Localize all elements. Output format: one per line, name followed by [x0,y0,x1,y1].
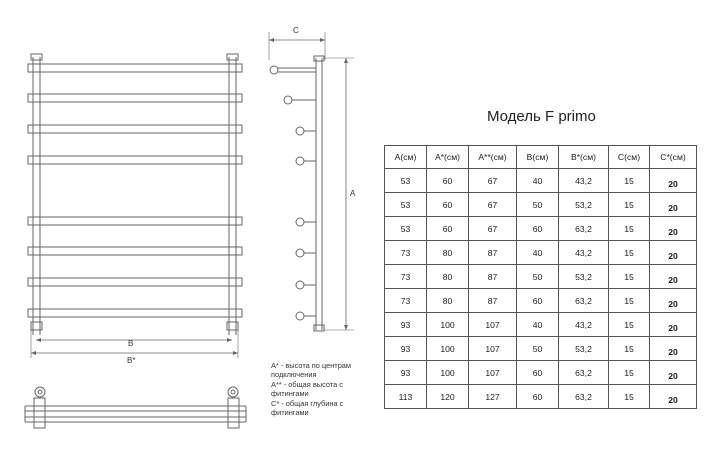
dimension-c-label: C [293,26,299,35]
table-cell [650,193,697,217]
table-cell: 80 [427,265,469,289]
table-cell: 53,2 [559,337,609,361]
table-cell: 60 [517,361,559,385]
table-cell: 53,2 [559,265,609,289]
table-cell: 127 [469,385,517,409]
table-cell: 15 [609,193,650,217]
dimension-a-label: A [350,189,356,198]
table-cell: 60 [427,169,469,193]
table-cell: 93 [385,361,427,385]
note-line: фитингами [271,408,309,418]
table-cell: 67 [469,217,517,241]
table-cell [650,265,697,289]
table-cell: 15 [609,289,650,313]
table-cell: 63,2 [559,289,609,313]
dimension-b-label: B [128,339,134,348]
table-cell-value: 20 [668,394,678,405]
table-cell: 93 [385,337,427,361]
table-cell: 40 [517,169,559,193]
table-cell: 67 [469,193,517,217]
table-cell: 93 [385,313,427,337]
table-cell [650,313,697,337]
table-header-cell: B(см) [517,146,559,169]
dimension-notes [271,361,371,417]
dimension-b-star-label: B* [127,356,136,365]
table-cell: 50 [517,265,559,289]
side-view-drawing [269,32,354,331]
table-cell: 100 [427,337,469,361]
table-header-row [385,146,697,169]
table-cell: 63,2 [559,385,609,409]
table-cell-value: 20 [668,178,678,189]
front-view-drawing [28,54,242,358]
table-cell [650,385,697,409]
table-cell: 53 [385,217,427,241]
table-cell-value: 20 [668,298,678,309]
table-cell: 53 [385,193,427,217]
table-cell: 43,2 [559,169,609,193]
table-cell-value: 20 [668,322,678,333]
table-cell: 15 [609,169,650,193]
table-cell-value: 20 [668,370,678,381]
table-cell [650,169,697,193]
table-row [385,361,697,385]
table-cell: 73 [385,289,427,313]
top-view-drawing [25,387,246,428]
table-row [385,265,697,289]
table-header-cell: A(см) [385,146,427,169]
table-cell: 15 [609,337,650,361]
table-cell: 87 [469,289,517,313]
table-cell: 120 [427,385,469,409]
table-row [385,241,697,265]
table-row [385,169,697,193]
table-cell: 60 [427,217,469,241]
table-cell: 60 [517,217,559,241]
table-cell-value: 20 [668,202,678,213]
table-cell: 73 [385,265,427,289]
table-cell: 107 [469,361,517,385]
table-cell [650,337,697,361]
table-row [385,337,697,361]
note-line: подключения [271,370,317,380]
table-cell: 107 [469,313,517,337]
table-row [385,385,697,409]
dimensions-table [384,145,697,409]
table-cell: 40 [517,313,559,337]
table-cell: 100 [427,361,469,385]
note-line: A* - высота по центрам [271,361,351,370]
table-header-cell: C*(см) [650,146,697,169]
table-cell: 43,2 [559,313,609,337]
table-cell [650,217,697,241]
table-cell: 50 [517,337,559,361]
table-cell: 60 [517,385,559,409]
table-cell: 73 [385,241,427,265]
table-cell: 15 [609,361,650,385]
table-cell: 80 [427,241,469,265]
note-line: фитингами [271,389,309,399]
table-cell: 63,2 [559,217,609,241]
note-line: C* - общая глубина с [271,398,344,408]
table-cell: 100 [427,313,469,337]
table-cell: 50 [517,193,559,217]
table-row [385,289,697,313]
table-cell-value: 20 [668,226,678,237]
table-cell: 67 [469,169,517,193]
table-cell: 53 [385,169,427,193]
table-cell [650,361,697,385]
table-cell: 60 [427,193,469,217]
table-header-cell: A*(см) [427,146,469,169]
table-header-cell: B*(см) [559,146,609,169]
table-cell: 80 [427,289,469,313]
table-cell: 63,2 [559,361,609,385]
model-title: Модель F primo [487,108,596,125]
table-cell: 15 [609,217,650,241]
note-line: A** - общая высота с [271,379,343,389]
table-cell: 87 [469,265,517,289]
table-cell: 15 [609,385,650,409]
table-row [385,217,697,241]
table-cell-value: 20 [668,346,678,357]
table-cell [650,289,697,313]
table-row [385,193,697,217]
table-header-cell: A**(см) [469,146,517,169]
table-cell: 60 [517,289,559,313]
table-cell: 15 [609,313,650,337]
table-cell: 15 [609,265,650,289]
table-cell-value: 20 [668,274,678,285]
table-cell-value: 20 [668,250,678,261]
table-cell: 43,2 [559,241,609,265]
table-cell: 87 [469,241,517,265]
table-cell [650,241,697,265]
table-cell: 113 [385,385,427,409]
table-cell: 15 [609,241,650,265]
table-cell: 40 [517,241,559,265]
table-cell: 53,2 [559,193,609,217]
table-header-cell: C(см) [609,146,650,169]
table-row [385,313,697,337]
table-cell: 107 [469,337,517,361]
